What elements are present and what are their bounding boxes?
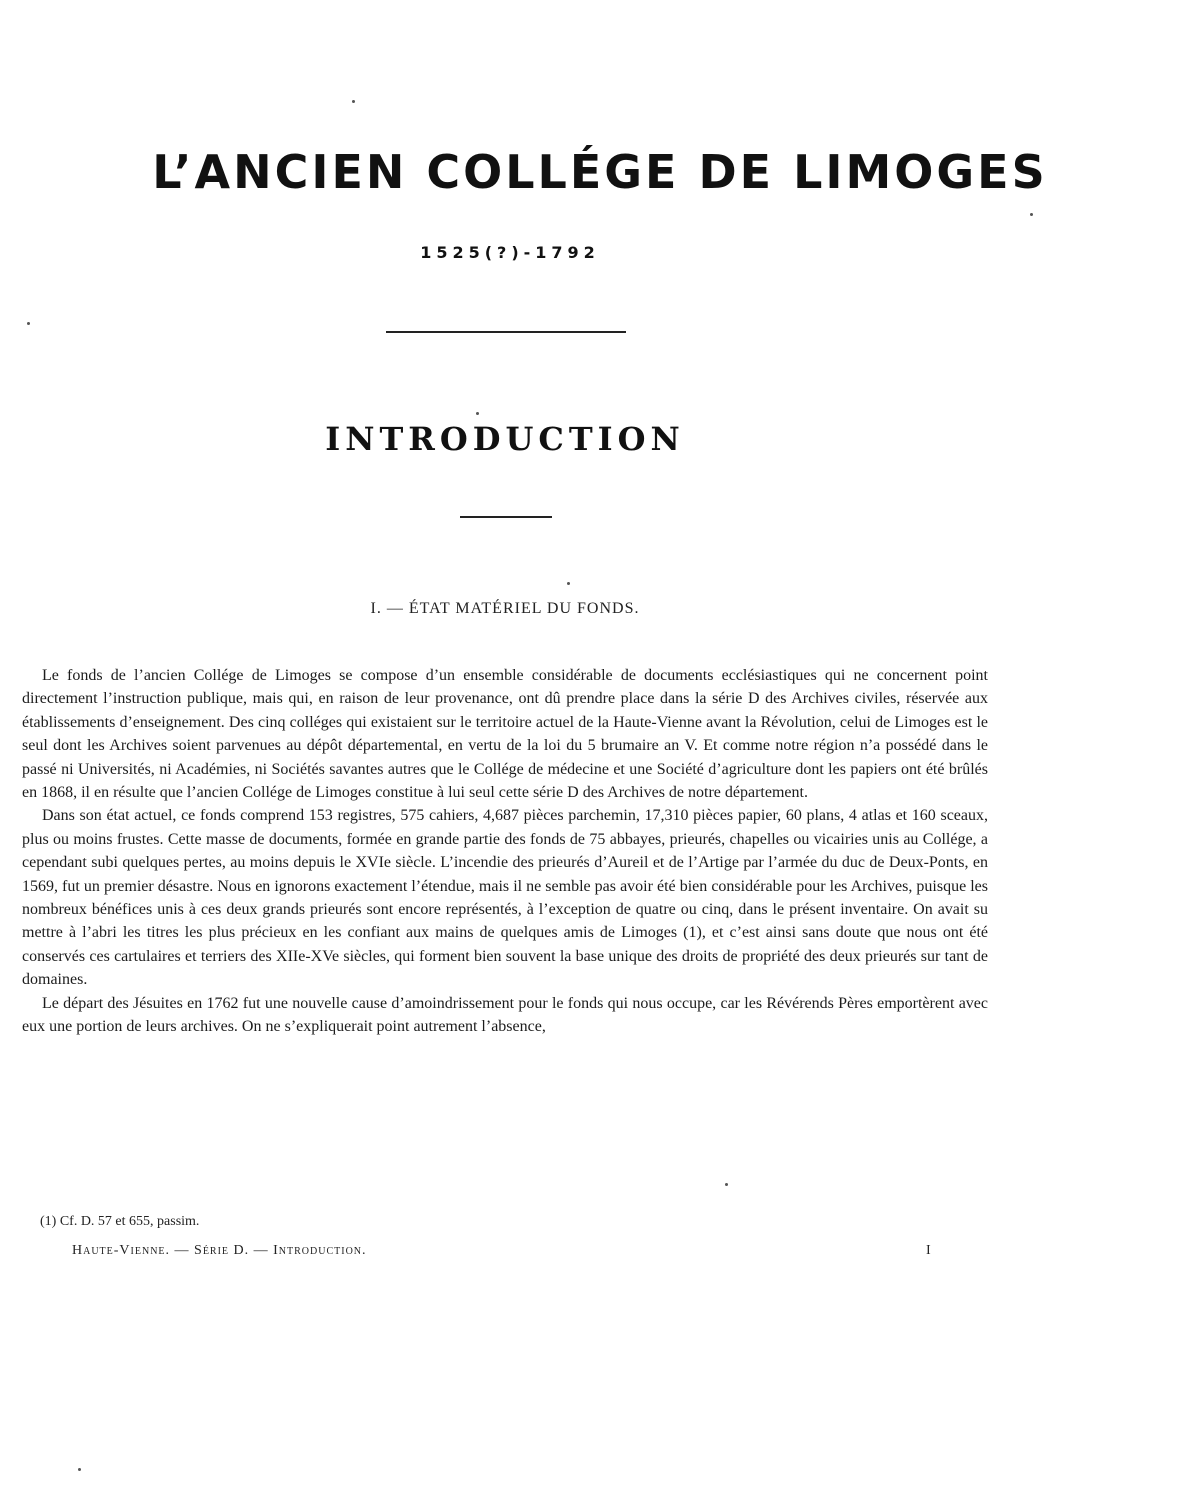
paragraph: Dans son état actuel, ce fonds comprend 153 registres, 575 cahiers, 4,687 pièces parchemin, 17,310 pièces papier, 60 plans, 4 atlas et 160 sceaux, plus ou moins frustes. Cette masse de documents, formée en grande partie des fonds de 75 abbayes, prieurés, chapelles ou vicairies unis au Collége, a cependant subi quelques pertes, au moins depuis le XVIe siècle. L’incendie des prieurés d’Aureil et de l’Artige par l’armée du duc de Deux-Ponts, en 1569, fut un premier désastre. Nous en ignorons exactement l’étendue, mais il ne semble pas avoir été bien considérable pour les Archives, puisque les nombreux bénéfices unis à ces deux grands prieurés sont encore représentés, à l’exception de quatre ou cinq, dans le présent inventaire. On avait su mettre à l’abri les titres les plus précieux en les confiant aux mains de quelques amis de Limoges (1), et c’est ainsi sans doute que nous ont été conservés ces cartulaires et terriers des XIIe-XVe siècles, qui forment bien souvent la base unique des droits de propriété des deux prieurés sur tant de domaines. (22, 807, 988, 989)
scan-speck (725, 1183, 728, 1186)
paragraph: Le fonds de l’ancien Collége de Limoges se compose d’un ensemble considérable de documents ecclésiastiques qui ne concernent point directement l’instruction publique, mais qui, en raison de leur provenance, ont dû prendre place dans la série D des Archives civiles, réservée aux établissements d’enseignement. Des cinq colléges qui existaient sur le territoire actuel de la Haute-Vienne avant la Révolution, celui de Limoges est le seul dont les Archives soient parvenues au dépôt départemental, en vertu de la loi du 5 brumaire an V. Et comme notre région n’a possédé dans le passé ni Universités, ni Académies, ni Sociétés savantes autres que le Collége de médecine et une Société d’agriculture dont les papiers ont été brûlés en 1868, il en résulte que l’ancien Collége de Limoges constitue à lui seul cette série D des Archives de notre département. (22, 667, 988, 802)
scan-speck (476, 412, 479, 415)
paragraph: Le départ des Jésuites en 1762 fut une nouvelle cause d’amoindrissement pour le fonds qui nous occupe, car les Révérends Pères emportèrent avec eux une portion de leurs archives. On ne s’expliquerait point autrement l’absence, (22, 994, 988, 1036)
document-title: L’ANCIEN COLLÉGE DE LIMOGES (152, 145, 1048, 199)
introduction-heading: INTRODUCTION (325, 420, 685, 458)
running-footer-text: Haute-Vienne. — Série D. — Introduction. (72, 1243, 367, 1258)
section-title: I. — ÉTAT MATÉRIEL DU FONDS. (370, 600, 640, 617)
footnote: (1) Cf. D. 57 et 655, passim. (40, 1214, 200, 1229)
running-footer (72, 1243, 932, 1259)
scan-speck (27, 322, 30, 325)
title-divider (386, 331, 626, 333)
scan-speck (567, 582, 570, 585)
scan-speck (352, 100, 355, 103)
scan-speck (1030, 213, 1033, 216)
heading-divider (460, 516, 552, 518)
date-range: 1525(?)-1792 (420, 243, 600, 262)
body-text (22, 664, 988, 1039)
page-number: I (926, 1243, 931, 1258)
scan-speck (78, 1468, 81, 1471)
